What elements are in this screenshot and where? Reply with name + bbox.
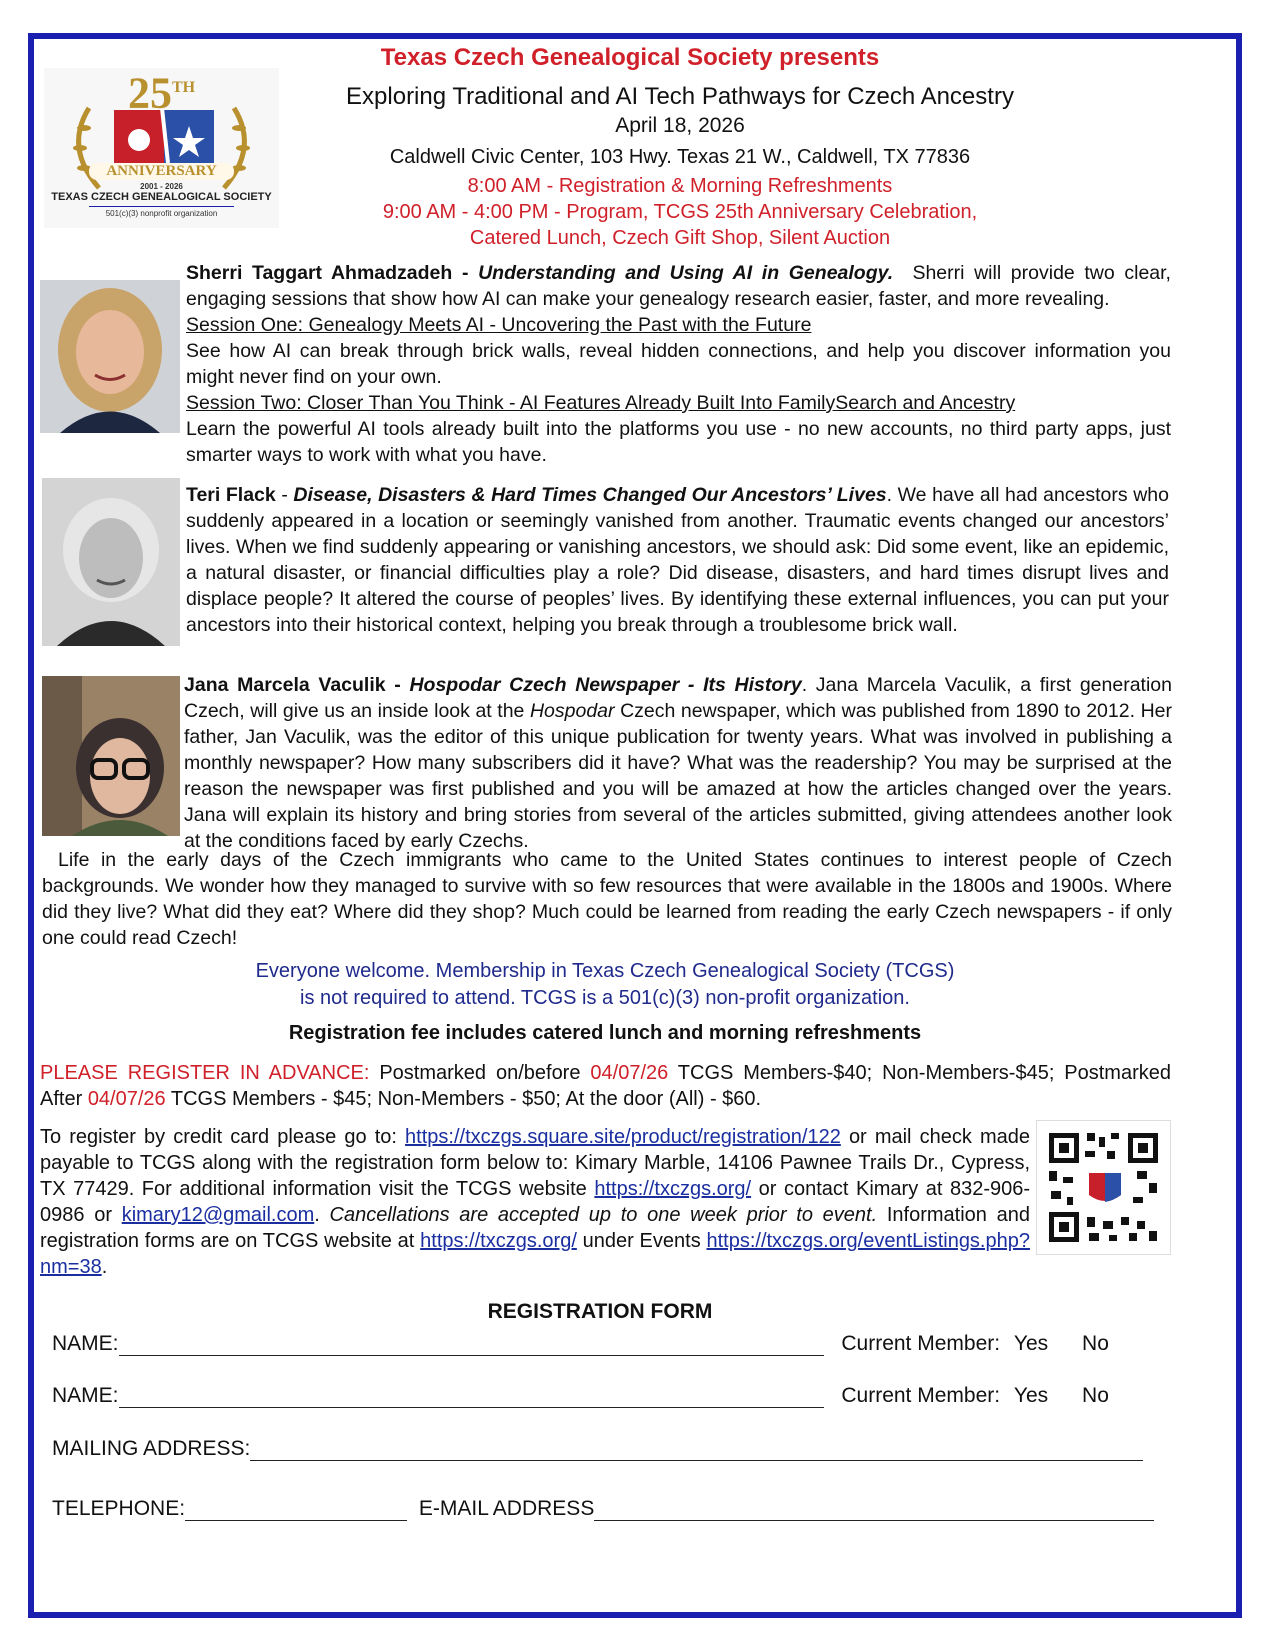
register-text: . <box>101 1256 108 1278</box>
pricing-text: TCGS Members-$40; Non-Members-$45; Postmarked After <box>40 1062 1171 1110</box>
member-label: Current Member: <box>841 1384 1001 1407</box>
presenter-line: Texas Czech Genealogical Society presents <box>380 44 880 71</box>
register-text: under Events <box>582 1230 701 1252</box>
cancellation-note: Cancellations are accepted up to one week prior to event. <box>329 1204 878 1226</box>
speaker-name: Sherri Taggart Ahmadzadeh <box>186 262 453 284</box>
register-advance-label: PLEASE REGISTER IN ADVANCE: <box>40 1062 370 1084</box>
speaker-photo-sherri <box>40 280 180 433</box>
logo-banner: ANNIVERSARY <box>89 163 234 180</box>
session-one-text: See how AI can break through brick walls, reveal hidden connections, and help you discover information you might never find on your own. <box>186 340 1171 388</box>
member-no-option[interactable]: No <box>1082 1332 1109 1355</box>
register-text: To register by credit card please go to: <box>40 1126 397 1148</box>
telephone-input[interactable] <box>185 1500 407 1521</box>
website-link[interactable]: https://txczgs.org/ <box>420 1230 577 1252</box>
register-text: Information and registration forms are on TCGS website at <box>40 1204 1030 1252</box>
speaker-photo-jana <box>42 676 180 836</box>
newspaper-name: Hospodar <box>529 700 615 722</box>
address-label: MAILING ADDRESS: <box>52 1437 251 1460</box>
name-label: NAME: <box>52 1384 119 1407</box>
fee-note: Registration fee includes catered lunch and morning refreshments <box>288 1022 922 1044</box>
pricing-text: Postmarked on/before <box>379 1062 581 1084</box>
schedule-program: 9:00 AM - 4:00 PM - Program, TCGS 25th Anniversary Celebration, <box>382 201 978 223</box>
address-row <box>52 1437 1162 1461</box>
speaker-text: Czech newspaper, which was published from 1890 to 2012. Her father, Jan Vaculik, was the editor of this unique publication for twenty years. What was involved in publishing a monthly newspaper? How many subscribers did it have? What was the readership? You may be surprised at the reason the newspaper was first published and you will be amazed at how the articles changed over the years. Jana will explain its history and bring stories from several of the articles submitted, giving attendees another look at the conditions faced by early Czechs. <box>184 700 1172 852</box>
logo-number: 25 <box>127 68 172 118</box>
pricing-text: TCGS Members - $45; Non-Members - $50; At the door (All) - $60. <box>170 1088 762 1110</box>
email-label: E-MAIL ADDRESS <box>418 1497 595 1520</box>
event-venue: Caldwell Civic Center, 103 Hwy. Texas 21 W., Caldwell, TX 77836 <box>389 146 971 168</box>
logo-suffix: TH <box>171 79 196 96</box>
session-two-text: Learn the powerful AI tools already built into the platforms you use - no new accounts, no third party apps, just smarter ways to work with what you have. <box>186 418 1171 466</box>
name-row-1 <box>52 1332 1162 1356</box>
name-row-2 <box>52 1384 1162 1408</box>
member-yes-option[interactable]: Yes <box>1013 1332 1049 1355</box>
speaker-name: Teri Flack <box>186 484 276 506</box>
website-link[interactable]: https://txczgs.org/ <box>594 1178 752 1200</box>
session-two-title: Session Two: Closer Than You Think - AI Features Already Built Into FamilySearch and Ancestry <box>186 392 1016 414</box>
speaker-intro: Sherri will provide two clear, engaging sessions that show how AI can make your genealogy research easier, faster, and more revealing. <box>186 262 1171 310</box>
cutoff-date: 04/07/26 <box>87 1088 166 1110</box>
speaker-block-teri: Teri Flack - Disease, Disasters & Hard Times Changed Our Ancestors’ Lives. We have all had ancestors who suddenly appeared in a location or seemingly vanished from another. Traumatic events changed our ancestors’ lives. When we find suddenly appearing or vanishing ancestors, we should ask: Did some event, like an epidemic, a natural disaster, or financial difficulties play a role? Did disease, disasters, and hard times disrupt lives and displace people? It altered the course of peoples’ lives. By identifying these external influences, you can put your ancestors into their historical context, helping you break through a troublesome brick wall. <box>186 484 1169 636</box>
register-info: To register by credit card please go to: https://txczgs.square.site/product/registration/122 or mail check made payable to TCGS along with the registration form below to: Kimary Marble, 14106 Pawnee Trails Dr., Cypress, TX 77429. For additional information visit the TCGS website https://txczgs.org/ or contact Kimary at 832-906-0986 or kimary12@gmail.com. Cancellations are accepted up to one week prior to event. Information and registration forms are on TCGS website at https://txczgs.org/ under Events https://txczgs.org/eventListings.php?nm=38. <box>40 1126 1031 1278</box>
speaker-topic: Hospodar Czech Newspaper - Its History <box>409 674 802 696</box>
event-date: April 18, 2026 <box>615 114 745 137</box>
member-label: Current Member: <box>841 1332 1001 1355</box>
name-input[interactable] <box>119 1387 824 1408</box>
events-link[interactable]: https://txczgs.org/eventListings.php?nm=38 <box>40 1230 1030 1278</box>
speaker-block-jana: Jana Marcela Vaculik - Hospodar Czech Newspaper - Its History. Jana Marcela Vaculik, a first generation Czech, will give us an inside look at the Hospodar Czech newspaper, which was published from 1890 to 2012. Her father, Jan Vaculik, was the editor of this unique publication for twenty years. What was involved in publishing a monthly newspaper? How many subscribers did it have? What was the readership? You may be surprised at the reason the newspaper was first published and you will be amazed at how the articles changed over the years. Jana will explain its history and bring stories from several of the articles submitted, giving attendees another look at the conditions faced by early Czechs. <box>184 674 1172 852</box>
qr-code[interactable] <box>1036 1120 1171 1255</box>
cutoff-date: 04/07/26 <box>590 1062 669 1084</box>
member-yes-option[interactable]: Yes <box>1013 1384 1049 1407</box>
register-text: or contact Kimary at 832-906-0986 or <box>40 1178 1031 1226</box>
speaker-photo-teri <box>42 478 180 646</box>
speaker-topic: Understanding and Using AI in Genealogy. <box>478 262 894 284</box>
schedule-extras: Catered Lunch, Czech Gift Shop, Silent Auction <box>469 227 891 249</box>
session-one-title: Session One: Genealogy Meets AI - Uncovering the Past with the Future <box>186 314 812 336</box>
contact-row <box>52 1497 1162 1521</box>
name-input[interactable] <box>119 1335 824 1356</box>
email-link[interactable]: kimary12@gmail.com <box>121 1204 315 1226</box>
speaker-name: Jana Marcela Vaculik <box>184 674 386 696</box>
czech-immigrants-paragraph <box>42 847 1172 951</box>
logo-status: 501(c)(3) nonprofit organization <box>105 209 218 218</box>
registration-form-title: REGISTRATION FORM <box>487 1300 713 1323</box>
speaker-text: We have all had ancestors who suddenly appeared in a location or seemingly vanished from another. Traumatic events changed our ancestors’ lives. When we find suddenly appearing or vanishing ancestors, we should ask: Did some event, like an epidemic, a natural disaster, or financial difficulties play a role? Did disease, disasters, and hard times disrupt lives and displace people? It altered the course of peoples’ lives. By identifying these external influences, you can put your ancestors into their historical context, helping you break through a troublesome brick wall. <box>186 484 1169 636</box>
anniversary-logo <box>44 68 279 228</box>
email-input[interactable] <box>594 1500 1154 1521</box>
register-text: or mail check made payable to TCGS along with the registration form below to: Kimary Marble, 14106 Pawnee Trails Dr., Cypress, TX 77429. For additional information visit the TCGS website <box>40 1126 1030 1200</box>
telephone-label: TELEPHONE: <box>52 1497 186 1520</box>
speaker-text: Jana Marcela Vaculik, a first generation Czech, will give us an inside look at the <box>184 674 1172 722</box>
speaker-block-sherri: Sherri Taggart Ahmadzadeh - Understanding and Using AI in Genealogy. Sherri will provide two clear, engaging sessions that show how AI can make your genealogy research easier, faster, and more revealing. Session One: Genealogy Meets AI - Uncovering the Past with the Future See how AI can break through brick walls, reveal hidden connections, and help you discover information you might never find on your own. Session Two: Closer Than You Think - AI Features Already Built Into FamilySearch and Ancestry Learn the powerful AI tools already built into the platforms you use - no new accounts, no third party apps, just smarter ways to work with what you have. <box>186 262 1171 466</box>
welcome-line-1: Everyone welcome. Membership in Texas Czech Genealogical Society (TCGS) <box>255 960 955 982</box>
immigrants-text: Life in the early days of the Czech immigrants who came to the United States continues to interest people of Czech backgrounds. We wonder how they managed to survive with so few resources that were available in the 1800s and 1900s. Where did they live? What did they eat? Where did they shop? Much could be learned from reading the early Czech newspapers - if only one could read Czech! <box>42 849 1172 949</box>
logo-org: TEXAS CZECH GENEALOGICAL SOCIETY <box>51 191 272 203</box>
registration-link[interactable]: https://txczgs.square.site/product/registration/122 <box>405 1126 841 1148</box>
logo-years: 2001 - 2026 <box>140 182 183 191</box>
member-no-option[interactable]: No <box>1082 1384 1109 1407</box>
speaker-topic: Disease, Disasters & Hard Times Changed Our Ancestors’ Lives <box>293 484 887 506</box>
schedule-registration: 8:00 AM - Registration & Morning Refreshments <box>467 175 893 197</box>
welcome-line-2: is not required to attend. TCGS is a 501(c)(3) non-profit organization. <box>300 987 910 1009</box>
pricing-block <box>40 1060 1171 1112</box>
name-label: NAME: <box>52 1332 119 1355</box>
event-title: Exploring Traditional and AI Tech Pathways for Czech Ancestry <box>346 83 1014 110</box>
mailing-address-input[interactable] <box>250 1440 1143 1461</box>
